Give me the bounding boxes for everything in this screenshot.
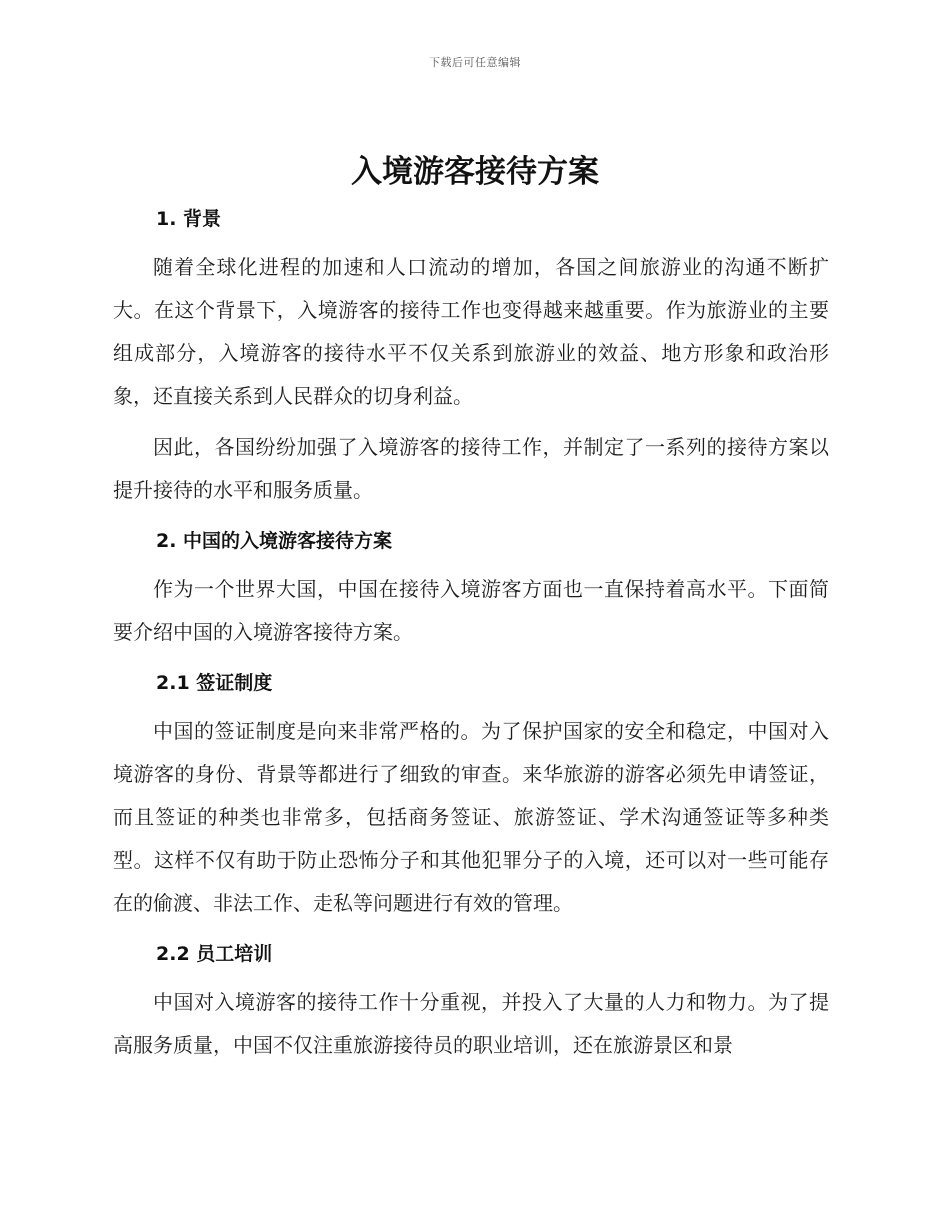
page-header-note: 下载后可任意编辑 <box>429 56 521 69</box>
section-heading-china-plan: 2. 中国的入境游客接待方案 <box>156 530 393 552</box>
document-body <box>113 200 829 1067</box>
paragraph-background-1: 随着全球化进程的加速和人口流动的增加，各国之间旅游业的沟通不断扩大。在这个背景下，入境游客的接待工作也变得越来越重要。作为旅游业的主要组成部分，入境游客的接待水平不仅关系到旅游业的效益、地方形象和政治形象，还直接关系到人民群众的切身利益。 <box>113 255 829 408</box>
document-title: 入境游客接待方案 <box>351 154 599 190</box>
section-heading-background: 1. 背景 <box>156 208 222 230</box>
section-heading-visa-system: 2.1 签证制度 <box>156 672 273 694</box>
paragraph-staff-training-1: 中国对入境游客的接待工作十分重视，并投入了大量的人力和物力。为了提高服务质量，中国不仅注重旅游接待员的职业培训，还在旅游景区和景 <box>113 990 829 1057</box>
section-heading-staff-training: 2.2 员工培训 <box>156 943 273 965</box>
paragraph-china-plan-1: 作为一个世界大国，中国在接待入境游客方面也一直保持着高水平。下面简要介绍中国的入境游客接待方案。 <box>113 577 829 644</box>
paragraph-visa-system-1: 中国的签证制度是向来非常严格的。为了保护国家的安全和稳定，中国对入境游客的身份、背景等都进行了细致的审查。来华旅游的游客必须先申请签证，而且签证的种类也非常多，包括商务签证、旅游签证、学术沟通签证等多种类型。这样不仅有助于防止恐怖分子和其他犯罪分子的入境，还可以对一些可能存在的偷渡、非法工作、走私等问题进行有效的管理。 <box>113 719 829 915</box>
paragraph-background-2: 因此，各国纷纷加强了入境游客的接待工作，并制定了一系列的接待方案以提升接待的水平和服务质量。 <box>113 435 829 502</box>
